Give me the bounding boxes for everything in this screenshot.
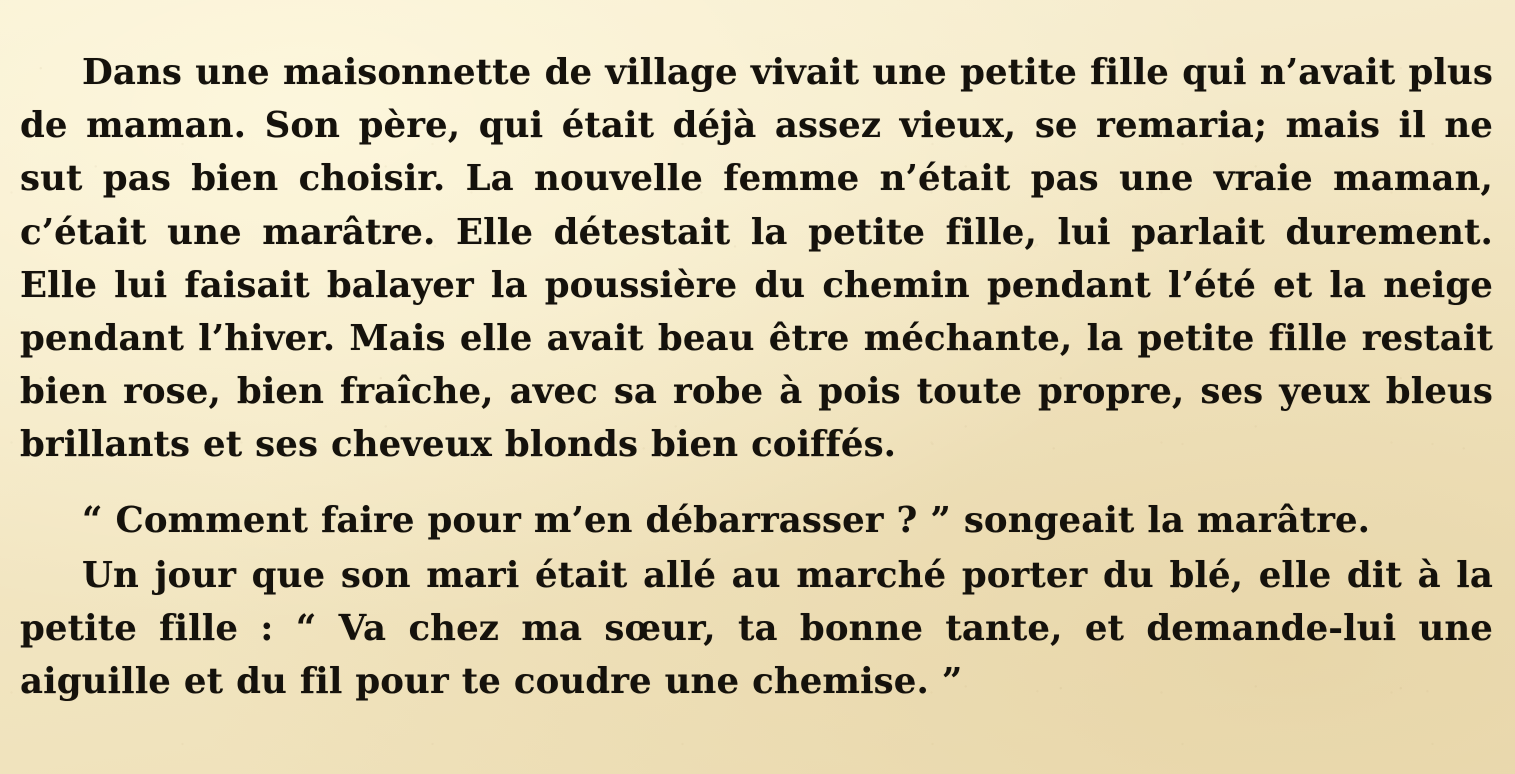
paragraph-2: “ Comment faire pour m’en débarrasser ? ” songeait la marâtre. <box>82 499 1371 541</box>
paragraph-1: Dans une maisonnette de village vivait une petite fille qui n’avait plus de maman. Son père, qui était déjà assez vieux, se remaria; mais il ne sut pas bien choisir. La nouvelle femme n’était pas une vraie maman, c’était une marâtre. Elle détestait la petite fille, lui parlait durement. Elle lui faisait balayer la poussière du chemin pendant l’été et la neige pendant l’hiver. Mais elle avait beau être méchante, la petite fille restait bien rose, bien fraîche, avec sa robe à pois toute propre, ses yeux bleus brillants et ses cheveux blonds bien coiffés. <box>20 52 1493 466</box>
paragraph-3: Un jour que son mari était allé au marché porter du blé, elle dit à la petite fille : “ Va chez ma sœur, ta bonne tante, et demande-lui une aiguille et du fil pour te coudre une chemise. ” <box>20 554 1493 703</box>
page-text-block <box>20 46 1493 708</box>
